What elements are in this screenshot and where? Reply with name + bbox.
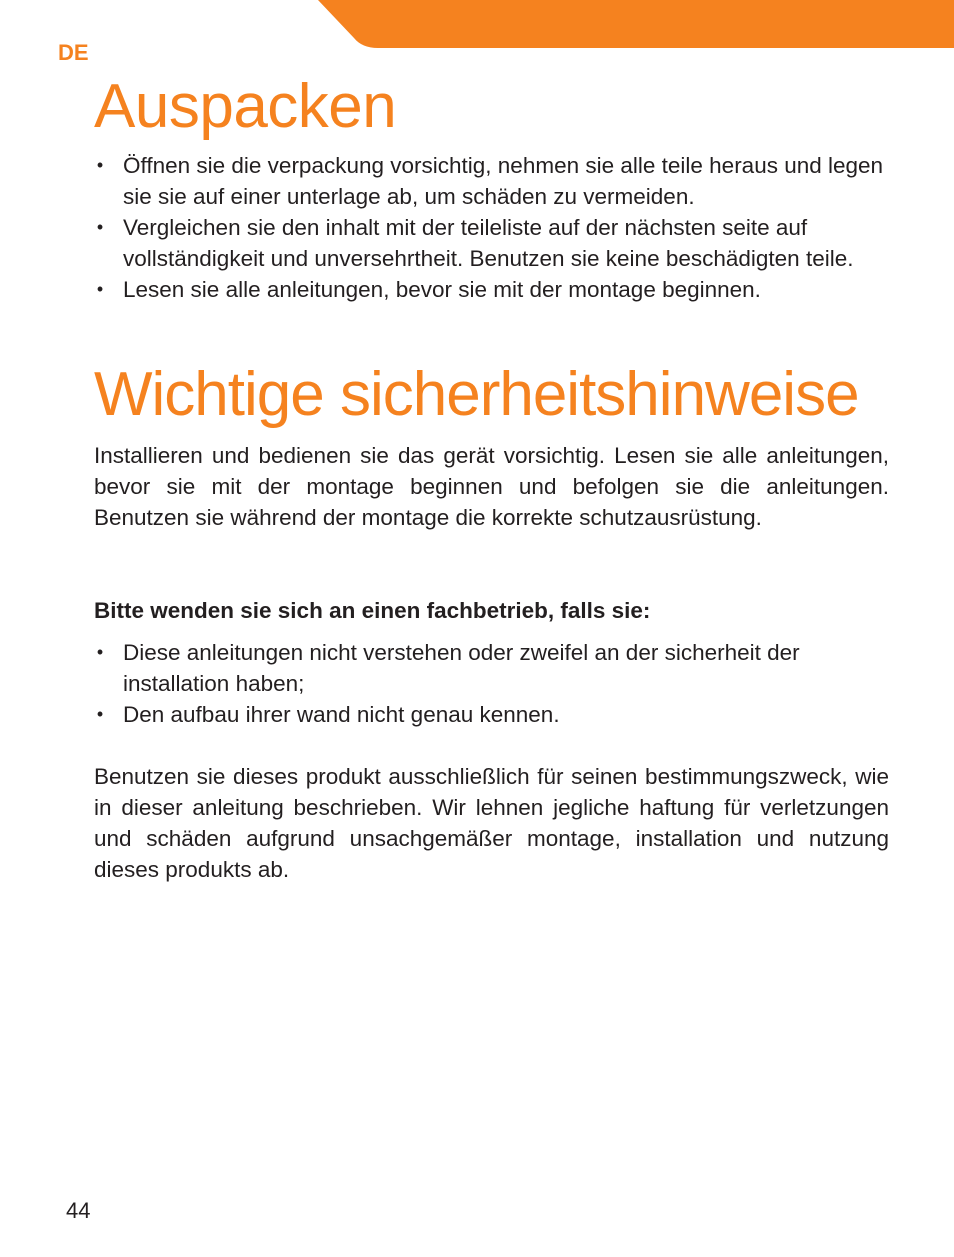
list-item	[94, 637, 889, 699]
section-title-unpacking: Auspacken	[94, 72, 397, 141]
header-accent-bar	[0, 0, 954, 48]
disclaimer-container	[94, 761, 889, 885]
contact-heading-container	[94, 595, 889, 626]
list-item-text: Diese anleitungen nicht verstehen oder zweifel an der sicherheit der installation haben;	[123, 640, 800, 696]
list-item-text: Öffnen sie die verpackung vorsichtig, nehmen sie alle teile heraus und legen sie sie auf einer unterlage ab, um schäden zu vermeiden.	[123, 153, 884, 209]
safety-intro-paragraph: Installieren und bedienen sie das gerät vorsichtig. Lesen sie alle anleitungen, bevor sie mit der montage beginnen und befolgen sie die anleitungen. Benutzen sie während der montage die korrekte schutzausrüstung.	[94, 443, 889, 530]
bullet-icon: •	[96, 279, 104, 299]
bullet-icon: •	[96, 642, 104, 662]
language-label: DE	[58, 40, 89, 65]
list-item	[94, 699, 889, 730]
unpacking-list	[94, 150, 889, 305]
bullet-icon: •	[96, 155, 104, 175]
bullet-icon: •	[96, 704, 104, 724]
contact-list-container	[94, 637, 889, 730]
page-number: 44	[66, 1198, 91, 1223]
list-item-text: Den aufbau ihrer wand nicht genau kennen.	[123, 702, 560, 727]
contact-list	[94, 637, 889, 730]
disclaimer-paragraph: Benutzen sie dieses produkt ausschließlich für seinen bestimmungszweck, wie in dieser anleitung beschrieben. Wir lehnen jegliche haftung für verletzungen und schäden aufgrund unsachgemäßer montage, installation und nutzung dieses produkts ab.	[94, 764, 889, 882]
list-item	[94, 150, 889, 212]
list-item	[94, 274, 889, 305]
section-title-safety: Wichtige sicherheitshinweise	[94, 360, 859, 429]
bullet-icon: •	[96, 217, 104, 237]
list-item-text: Lesen sie alle anleitungen, bevor sie mit der montage beginnen.	[123, 277, 761, 302]
list-item	[94, 212, 889, 274]
unpacking-list-container	[94, 150, 889, 305]
contact-heading: Bitte wenden sie sich an einen fachbetrieb, falls sie:	[94, 598, 651, 623]
list-item-text: Vergleichen sie den inhalt mit der teileliste auf der nächsten seite auf vollständigkeit und unversehrtheit. Benutzen sie keine beschädigten teile.	[123, 215, 854, 271]
safety-intro-container	[94, 440, 889, 533]
